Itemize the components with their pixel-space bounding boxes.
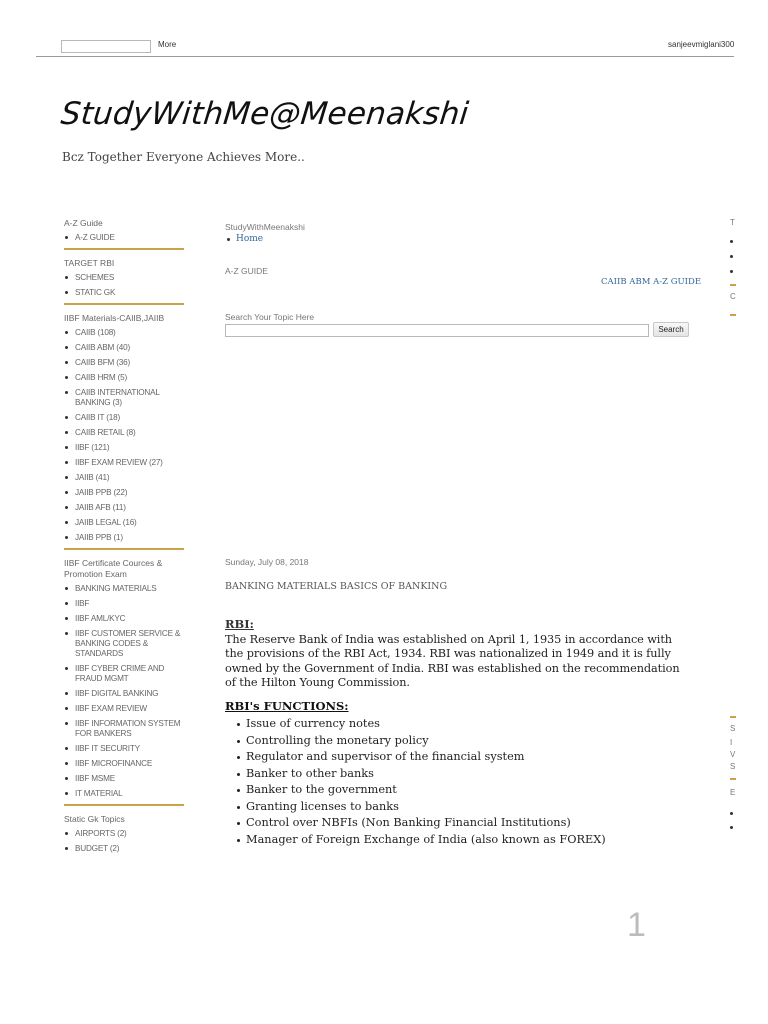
more-link[interactable]: More	[158, 40, 177, 49]
sidebar-link[interactable]: A-Z GUIDE	[64, 233, 186, 243]
sidebar-section-iibf-materials	[64, 313, 186, 550]
post-date: Sunday, July 08, 2018	[225, 557, 309, 567]
sidebar-label-link[interactable]: IIBF AML/KYC	[64, 614, 186, 624]
sidebar-label-link[interactable]: JAIIB (41)	[64, 473, 186, 483]
navbar-search-input[interactable]	[61, 40, 151, 53]
right-sidebar-bullet	[730, 812, 733, 815]
right-sidebar-divider	[730, 778, 736, 780]
search-widget-title: Search Your Topic Here	[225, 312, 315, 322]
sidebar-label-link[interactable]: IIBF MSME	[64, 774, 186, 784]
sidebar-label-link[interactable]: IIBF	[64, 599, 186, 609]
sidebar-divider	[64, 248, 184, 250]
sidebar-label-link[interactable]: JAIIB AFB (11)	[64, 503, 186, 513]
pages-widget-title: StudyWithMeenakshi	[225, 222, 305, 232]
sidebar-link[interactable]: SCHEMES	[64, 273, 186, 283]
sidebar-section-title: IIBF Materials-CAIIB,JAIIB	[64, 313, 165, 323]
left-sidebar	[64, 218, 186, 859]
right-sidebar-bullet	[730, 240, 733, 243]
sidebar-section-title: TARGET RBI	[64, 258, 115, 268]
function-item: Banker to the government	[225, 782, 693, 799]
sidebar-label-link[interactable]: IIBF CYBER CRIME AND FRAUD MGMT	[64, 664, 186, 684]
sidebar-label-link[interactable]: JAIIB PPB (1)	[64, 533, 186, 543]
functions-heading: RBI's FUNCTIONS:	[225, 698, 349, 713]
sidebar-label-link[interactable]: JAIIB LEGAL (16)	[64, 518, 186, 528]
sidebar-section-title: A-Z Guide	[64, 218, 103, 228]
sidebar-label-link[interactable]: CAIIB INTERNATIONAL BANKING (3)	[64, 388, 186, 408]
function-item: Issue of currency notes	[225, 716, 693, 733]
function-item: Banker to other banks	[225, 766, 693, 783]
right-sidebar-fragment: S	[730, 724, 736, 733]
right-sidebar-bullet	[730, 270, 733, 273]
right-sidebar-divider	[730, 716, 736, 718]
right-sidebar-fragment: C	[730, 292, 736, 301]
search-input[interactable]	[225, 324, 649, 337]
navbar	[0, 0, 768, 57]
rbi-heading: RBI:	[225, 617, 254, 631]
right-sidebar-divider	[730, 314, 736, 316]
sidebar-label-link[interactable]: CAIIB RETAIL (8)	[64, 428, 186, 438]
right-sidebar-fragment: S	[730, 762, 736, 771]
right-sidebar-fragment: E	[730, 788, 736, 797]
sidebar-divider	[64, 804, 184, 806]
az-guide-link[interactable]: CAIIB ABM A-Z GUIDE	[601, 277, 702, 287]
sidebar-label-link[interactable]: JAIIB PPB (22)	[64, 488, 186, 498]
user-email[interactable]: sanjeevmiglani300	[668, 40, 735, 49]
sidebar-label-link[interactable]: BANKING MATERIALS	[64, 584, 186, 594]
sidebar-label-link[interactable]: IIBF CUSTOMER SERVICE & BANKING CODES & STANDARDS	[64, 629, 186, 659]
site-description: Bcz Together Everyone Achieves More..	[62, 150, 305, 164]
sidebar-label-link[interactable]: IIBF MICROFINANCE	[64, 759, 186, 769]
sidebar-label-link[interactable]: CAIIB ABM (40)	[64, 343, 186, 353]
navbar-divider	[36, 56, 734, 57]
sidebar-label-link[interactable]: IIBF EXAM REVIEW	[64, 704, 186, 714]
function-item: Regulator and supervisor of the financial system	[225, 749, 693, 766]
sidebar-label-link[interactable]: IIBF (121)	[64, 443, 186, 453]
sidebar-section-az-guide	[64, 218, 186, 250]
sidebar-label-link[interactable]: CAIIB (108)	[64, 328, 186, 338]
function-item: Controlling the monetary policy	[225, 733, 693, 750]
right-sidebar-bullet	[730, 255, 733, 258]
az-guide-widget-title: A-Z GUIDE	[225, 266, 268, 276]
sidebar-divider	[64, 303, 184, 305]
functions-list	[225, 716, 693, 848]
function-item: Granting licenses to banks	[225, 799, 693, 816]
right-sidebar-bullet	[730, 826, 733, 829]
right-sidebar-fragment: T	[730, 218, 735, 227]
sidebar-section-title: IIBF Certificate Cources & Promotion Exam	[64, 558, 163, 579]
page-number: 1	[627, 906, 646, 944]
right-sidebar-fragment: I	[730, 738, 733, 747]
sidebar-label-link[interactable]: IIBF DIGITAL BANKING	[64, 689, 186, 699]
sidebar-label-link[interactable]: CAIIB IT (18)	[64, 413, 186, 423]
sidebar-label-link[interactable]: IIBF IT SECURITY	[64, 744, 186, 754]
sidebar-label-link[interactable]: IIBF INFORMATION SYSTEM FOR BANKERS	[64, 719, 186, 739]
sidebar-label-link[interactable]: CAIIB BFM (36)	[64, 358, 186, 368]
sidebar-label-link[interactable]: BUDGET (2)	[64, 844, 186, 854]
function-item: Control over NBFIs (Non Banking Financial Institutions)	[225, 815, 693, 832]
right-sidebar-divider	[730, 284, 736, 286]
sidebar-section-static-gk	[64, 814, 186, 854]
sidebar-label-link[interactable]: IIBF EXAM REVIEW (27)	[64, 458, 186, 468]
sidebar-section-title: Static Gk Topics	[64, 814, 125, 824]
rbi-paragraph: The Reserve Bank of India was established on April 1, 1935 in accordance with the provisions of the RBI Act, 1934. RBI was nationalized in 1949 and it is fully owned by the Government of India. RBI was established on the recommendation of the Hilton Young Commission.	[225, 632, 680, 689]
post-body	[225, 617, 693, 848]
right-sidebar-fragment: V	[730, 750, 736, 759]
sidebar-label-link[interactable]: AIRPORTS (2)	[64, 829, 186, 839]
sidebar-label-link[interactable]: IT MATERIAL	[64, 789, 186, 799]
post-title[interactable]: BANKING MATERIALS BASICS OF BANKING	[225, 581, 448, 592]
sidebar-label-link[interactable]: CAIIB HRM (5)	[64, 373, 186, 383]
sidebar-link[interactable]: STATIC GK	[64, 288, 186, 298]
home-link[interactable]: Home	[227, 234, 263, 244]
sidebar-divider	[64, 548, 184, 550]
sidebar-section-target-rbi	[64, 258, 186, 305]
site-title[interactable]: StudyWithMe@Meenakshi	[59, 96, 471, 132]
function-item: Manager of Foreign Exchange of India (also known as FOREX)	[225, 832, 693, 849]
search-button[interactable]: Search	[653, 322, 689, 337]
sidebar-section-iibf-certificate	[64, 558, 186, 806]
